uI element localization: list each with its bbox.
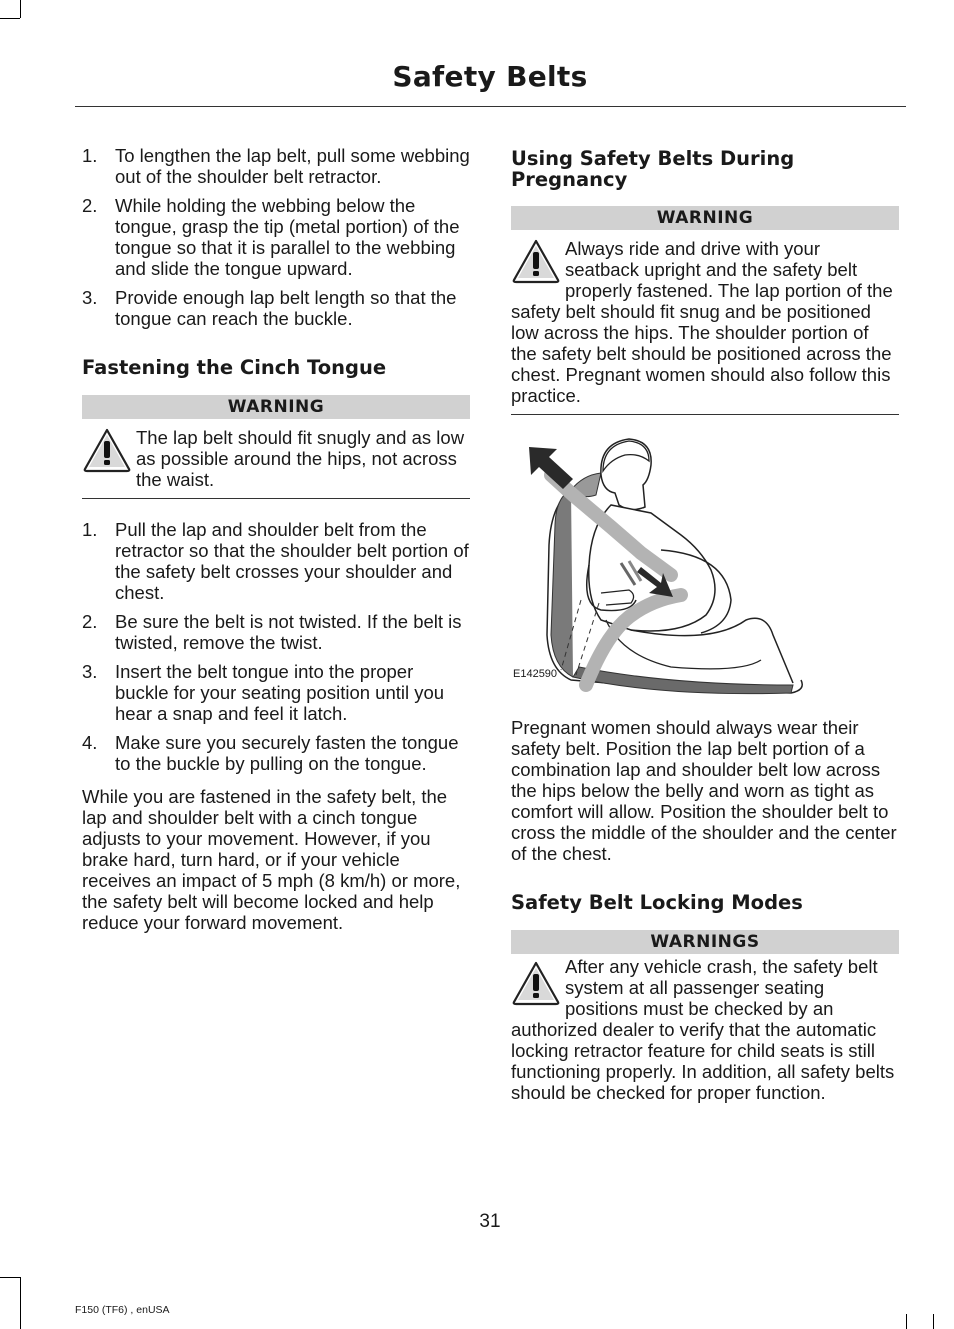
step-text: Pull the lap and shoulder belt from the retractor so that the shoulder belt portion of the safety belt crosses your shoulder and chest. [115, 519, 469, 603]
step-number: 4. [82, 732, 98, 753]
warning-label: WARNING [511, 206, 899, 230]
list-item [82, 611, 470, 653]
crop-mark [20, 1277, 21, 1329]
fastening-steps [82, 519, 470, 774]
warning-triangle-icon [511, 960, 561, 1006]
pregnancy-paragraph: Pregnant women should always wear their safety belt. Position the lap belt portion of a combination lap and shoulder belt low across the hips below the belly and worn as tight as comfort will allow. Position the shoulder belt to cross the middle of the shoulder and the center of the chest. [511, 717, 897, 864]
warning-text: After any vehicle crash, the safety belt system at all passenger seating positions must be checked by an authorized dealer to verify that the automatic locking retractor feature for child seats is still functioning properly. In addition, all safety belts should be checked for proper function. [511, 956, 895, 1103]
pregnancy-belt-illustration [511, 435, 899, 703]
step-number: 2. [82, 611, 98, 632]
crop-mark [20, 0, 21, 18]
cinch-paragraph: While you are fastened in the safety belt, the lap and shoulder belt with a cinch tongue adjusts to your movement. However, if you brake hard, turn hard, or if your vehicle receives an impact of 5 mph (8 km/h) or more, the safety belt will become locked and help reduce your forward movement. [82, 786, 461, 933]
step-number: 3. [82, 661, 98, 682]
warning-box [511, 954, 899, 1103]
step-text: While holding the webbing below the tongue, grasp the tip (metal portion) of the tongue so that it is parallel to the webbing and slide the tongue upward. [115, 195, 460, 279]
warning-box [511, 230, 899, 414]
step-text: Provide enough lap belt length so that the tongue can reach the buckle. [115, 287, 457, 329]
warning-triangle-icon [511, 238, 561, 284]
right-column [511, 145, 899, 1103]
warnings-label: WARNINGS [511, 930, 899, 954]
crop-mark [906, 1314, 907, 1329]
pregnant-occupant-figure [511, 435, 899, 703]
step-text: Insert the belt tongue into the proper buckle for your seating position until you hear a snap and feel it latch. [115, 661, 445, 724]
warning-text: The lap belt should fit snugly and as low as possible around the hips, not across the waist. [136, 427, 465, 490]
list-item [82, 287, 470, 329]
section-heading-cinch-tongue: Fastening the Cinch Tongue [82, 356, 387, 379]
step-number: 1. [82, 519, 98, 540]
section-heading-pregnancy: Using Safety Belts During Pregnancy [511, 147, 795, 191]
page-title: Safety Belts [392, 60, 588, 93]
footer-model-code: F150 (TF6) , enUSA [75, 1304, 170, 1316]
warning-divider [82, 498, 470, 499]
title-divider [75, 106, 906, 107]
list-item [82, 732, 470, 774]
list-item [82, 145, 470, 187]
left-column [82, 145, 470, 933]
list-item [82, 661, 470, 724]
step-text: Be sure the belt is not twisted. If the belt is twisted, remove the twist. [115, 611, 462, 653]
crop-mark [0, 18, 20, 19]
crop-mark [0, 1277, 20, 1278]
warning-box [82, 419, 470, 498]
step-number: 2. [82, 195, 98, 216]
lengthen-steps [82, 145, 470, 329]
step-text: To lengthen the lap belt, pull some webbing out of the shoulder belt retractor. [115, 145, 470, 187]
list-item [82, 519, 470, 603]
page-number: 31 [479, 1211, 501, 1232]
list-item [82, 195, 470, 279]
step-number: 3. [82, 287, 98, 308]
warning-triangle-icon [82, 427, 132, 473]
section-heading-locking-modes: Safety Belt Locking Modes [511, 891, 803, 914]
warning-text: Always ride and drive with your seatback upright and the safety belt properly fastened. The lap portion of the safety belt should fit snug and be positioned low across the hips. The shoulder portion of the safety belt should be positioned across the chest. Pregnant women should also follow this practice. [511, 238, 893, 406]
crop-mark [933, 1314, 934, 1329]
figure-label: E142590 [513, 668, 558, 680]
warning-label: WARNING [82, 395, 470, 419]
step-text: Make sure you securely fasten the tongue to the buckle by pulling on the tongue. [115, 732, 459, 774]
warning-divider [511, 414, 899, 415]
step-number: 1. [82, 145, 98, 166]
